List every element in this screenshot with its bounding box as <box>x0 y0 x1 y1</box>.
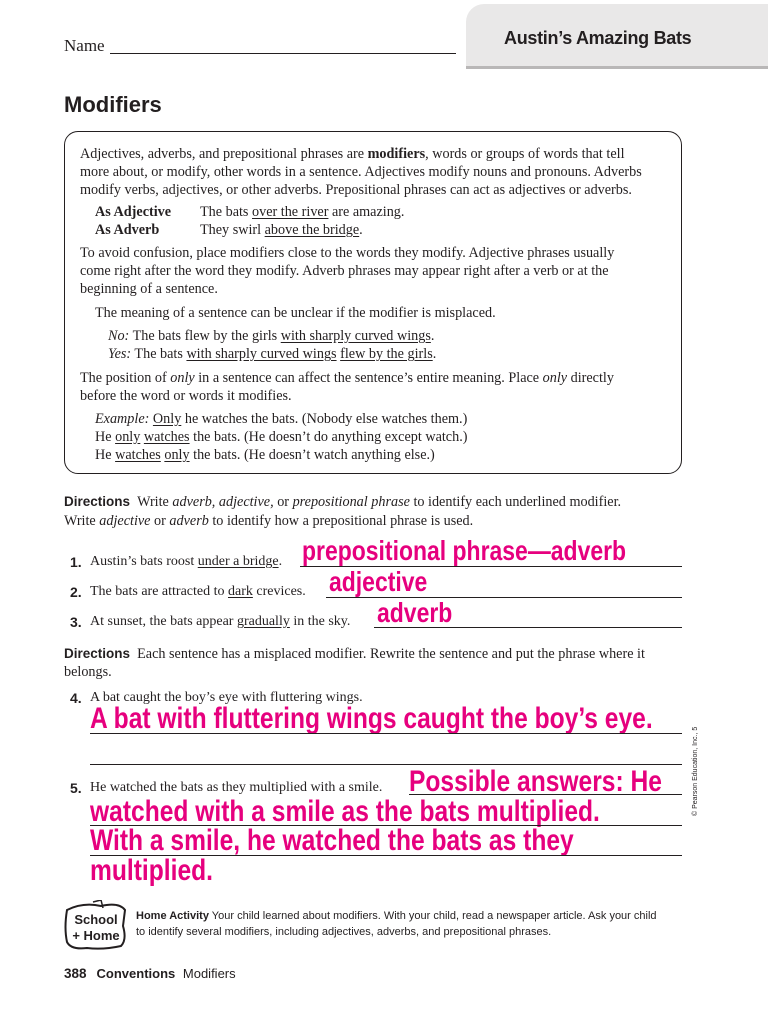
only-example-2: He only watches the bats. (He doesn’t do anything except watch.) <box>95 429 468 445</box>
intro-line-2: more about, or modify, other words in a sentence. Adjectives modify nouns and pronouns. Adverbs <box>80 164 642 180</box>
logo-text-school: School <box>74 912 118 927</box>
home-activity-label: Home Activity <box>136 910 209 922</box>
question-4-answer-line-1[interactable] <box>90 733 682 734</box>
footer-topic: Modifiers <box>182 966 236 981</box>
question-5-text: He watched the bats as they multiplied with a smile. <box>90 780 383 795</box>
story-title: Austin’s Amazing Bats <box>504 28 692 48</box>
placement-line-3: beginning of a sentence. <box>80 281 218 297</box>
yes-example: Yes: The bats with sharply curved wings flew by the girls. <box>108 346 437 362</box>
question-1-text: Austin’s bats roost under a bridge. <box>90 554 283 569</box>
intro-line-1: Adjectives, adverbs, and prepositional phrases are modifiers, words or groups of words that tell <box>80 146 625 162</box>
directions-2-line-2: belongs. <box>64 664 112 680</box>
as-adverb-example: They swirl above the bridge. <box>200 222 363 238</box>
only-line-1: The position of only in a sentence can affect the sentence’s entire meaning. Place only directly <box>80 370 614 386</box>
question-1-number: 1. <box>70 554 82 570</box>
question-5-answer-line-1: Possible answers: He <box>409 765 662 798</box>
question-1-answer: prepositional phrase—adverb <box>302 535 627 566</box>
home-activity: Home Activity Your child learned about modifiers. With your child, read a newspaper article. Ask your child to identify several modifiers, including adjectives, adverbs, and prepositional phrases. <box>136 910 657 938</box>
question-3-number: 3. <box>70 614 82 630</box>
question-5-number: 5. <box>70 780 82 796</box>
question-2-answer: adjective <box>329 566 428 597</box>
only-line-2: before the word or words it modifies. <box>80 388 292 404</box>
only-example-3: He watches only the bats. (He doesn’t watch anything else.) <box>95 447 435 463</box>
page-number: 388 <box>64 966 87 981</box>
no-example: No: The bats flew by the girls with sharply curved wings. <box>108 328 435 344</box>
modifiers-rule-box <box>64 131 682 474</box>
directions-1-line-1: Directions Write adverb, adjective, or prepositional phrase to identify each underlined modifier. <box>64 494 622 510</box>
term-modifiers: modifiers <box>367 146 426 162</box>
as-adverb-label: As Adverb <box>95 222 160 238</box>
question-3-answer: adverb <box>377 597 453 628</box>
question-4-number: 4. <box>70 690 82 706</box>
directions-2-line-1: Directions Each sentence has a misplaced modifier. Rewrite the sentence and put the phrase where it <box>64 646 645 662</box>
copyright-notice: © Pearson Education, Inc., 5 <box>692 726 699 816</box>
only-example-1: Example: Only he watches the bats. (Nobody else watches them.) <box>95 411 468 427</box>
question-5-answer-line-3: With a smile, he watched the bats as they <box>90 824 574 857</box>
as-adjective-example: The bats over the river are amazing. <box>200 204 405 220</box>
intro-line-3: modify verbs, adjectives, or other adverbs. Prepositional phrases can act as adjectives or adverbs. <box>80 182 632 198</box>
question-2-text: The bats are attracted to dark crevices. <box>90 584 306 599</box>
question-4-text: A bat caught the boy’s eye with fluttering wings. <box>90 690 363 705</box>
question-5-answer-line-2: watched with a smile as the bats multiplied. <box>90 795 600 828</box>
question-4-answer: A bat with fluttering wings caught the boy’s eye. <box>90 702 653 735</box>
footer-category: Conventions <box>96 966 176 981</box>
placement-line-1: To avoid confusion, place modifiers close to the words they modify. Adjective phrases usually <box>80 245 615 261</box>
logo-text-home: + Home <box>72 928 120 943</box>
page-footer <box>64 966 236 981</box>
directions-1-line-2: Write adjective or adverb to identify how a prepositional phrase is used. <box>64 513 474 529</box>
question-2-number: 2. <box>70 584 82 600</box>
question-3-text: At sunset, the bats appear gradually in the sky. <box>90 614 351 629</box>
question-5-answer-line-4: multiplied. <box>90 854 213 887</box>
as-adjective-label: As Adjective <box>95 204 172 220</box>
placement-line-2: come right after the word they modify. Adverb phrases may appear right after a verb or at the <box>80 263 609 279</box>
school-home-logo <box>63 900 129 952</box>
unclear-line: The meaning of a sentence can be unclear if the modifier is misplaced. <box>95 305 496 321</box>
story-title-tab <box>466 4 768 66</box>
name-label: Name <box>64 36 105 55</box>
section-title: Modifiers <box>64 92 162 117</box>
name-write-line <box>110 53 456 54</box>
